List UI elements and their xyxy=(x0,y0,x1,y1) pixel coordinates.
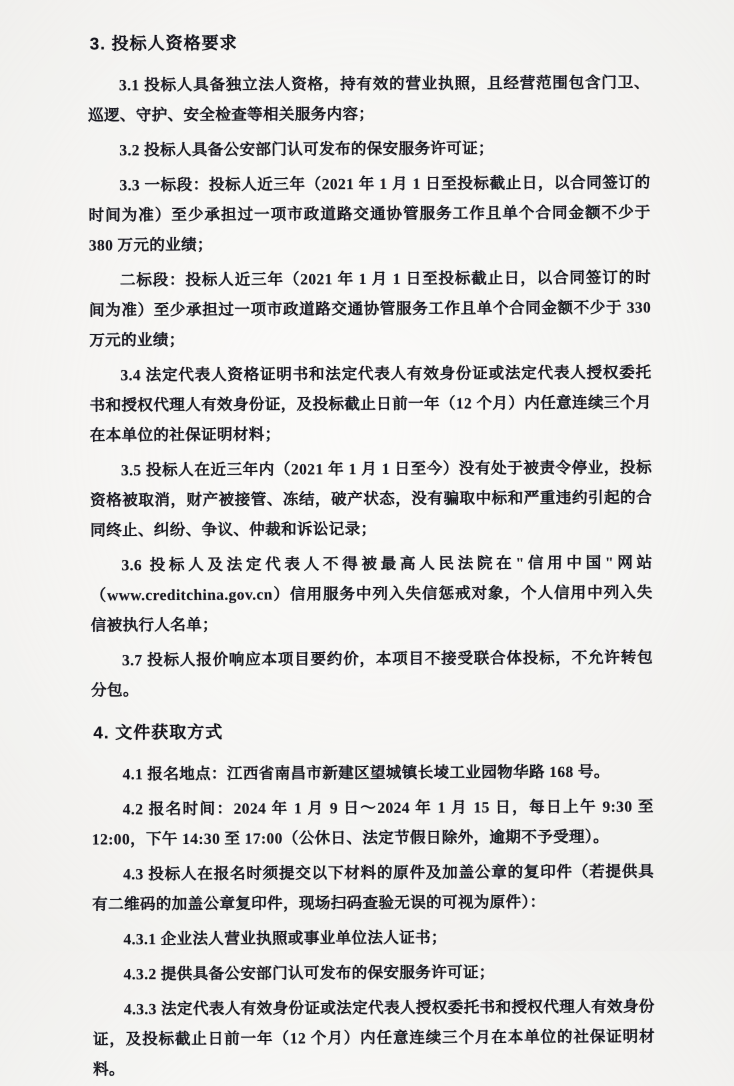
paragraph-4-3-2: 4.3.2 提供具备公安部门认可发布的保安服务许可证； xyxy=(123,964,495,984)
section-document-acquisition xyxy=(91,718,655,1086)
paragraph-4-3: 4.3 投标人在报名时须提交以下材料的原件及加盖公章的复印件（若提供具有二维码的加盖公章复印件，现场扫码查验无误的可视为原件）： xyxy=(92,863,655,914)
paragraph-4-2: 4.2 报名时间：2024 年 1 月 9 日～2024 年 1 月 15 日，每日上午 9:30 至 12:00，下午 14:30 至 17:00（公休日、法定节假日除外，逾期不予受理）。 xyxy=(91,798,654,849)
paragraph-3-2: 3.2 投标人具备公安部门认可发布的保安服务许可证； xyxy=(119,140,494,160)
paragraph-3-5: 3.5 投标人在近三年内（2021 年 1 月 1 日至今）没有处于被责令停业，投标资格被取消，财产被接管、冻结，破产状态，没有骗取中标和严重违约引起的合同终止、纠纷、争议、仲裁和诉讼记录； xyxy=(90,459,653,540)
paragraph-4-3-1: 4.3.1 企业法人营业执照或事业单位法人证书； xyxy=(123,929,447,949)
paragraph-4-3-3: 4.3.3 法定代表人有效身份证或法定代表人授权委托书和授权代理人有效身份证，及投标截止日前一年（12 个月）内任意连续三个月在本单位的社保证明材料。 xyxy=(92,998,655,1079)
paragraph-3-3-lot1: 3.3 一标段：投标人近三年（2021 年 1 月 1 日至投标截止日，以合同签订的时间为准）至少承担过一项市政道路交通协管服务工作且单个合同金额不少于 380 万元的业绩； xyxy=(88,174,651,255)
section-bidder-qualification xyxy=(88,29,654,707)
paragraph-3-1: 3.1 投标人具备独立法人资格，持有效的营业执照，且经营范围包含门卫、巡逻、守护、安全检查等相关服务内容； xyxy=(88,74,650,125)
paragraph-4-1: 4.1 报名地点：江西省南昌市新建区望城镇长堎工业园物华路 168 号。 xyxy=(122,763,610,784)
section-heading-qualification: 3. 投标人资格要求 xyxy=(89,33,238,54)
paragraph-3-6: 3.6 投标人及法定代表人不得被最高人民法院在"信用中国"网站（www.creditchina.gov.cn）信用服务中列入失信惩戒对象，个人信用中列入失信被执行人名单； xyxy=(90,554,653,635)
paragraph-3-7: 3.7 投标人报价响应本项目要约价，本项目不接受联合体投标，不允许转包分包。 xyxy=(91,649,654,700)
paragraph-3-3-lot2: 二标段：投标人近三年（2021 年 1 月 1 日至投标截止日，以合同签订的时间为准）至少承担过一项市政道路交通协管服务工作且单个合同金额不少于 330 万元的业绩； xyxy=(89,269,652,350)
paragraph-3-4: 3.4 法定代表人资格证明书和法定代表人有效身份证或法定代表人授权委托书和授权代理人有效身份证，及投标截止日前一年（12 个月）内任意连续三个月在本单位的社保证明材料； xyxy=(89,364,652,445)
section-heading-acquisition: 4. 文件获取方式 xyxy=(93,722,224,743)
